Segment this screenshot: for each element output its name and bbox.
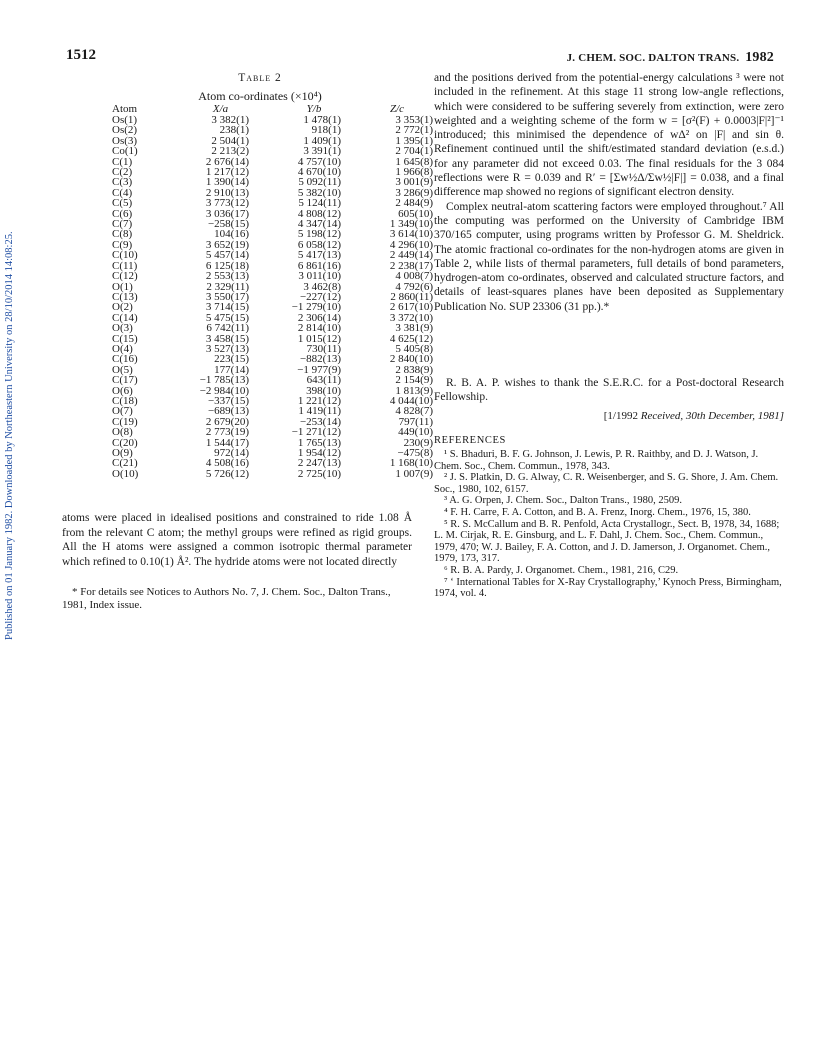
table-row xyxy=(112,438,433,448)
publication-side-note[interactable]: Published on 01 January 1982. Downloaded by Northeastern University on 28/10/2014 14:08:25. xyxy=(4,231,15,640)
z-coord-cell: 1 966(8) xyxy=(395,166,433,179)
z-coord-cell: 2 154(9) xyxy=(395,374,433,387)
table-row xyxy=(112,458,433,468)
atom-cell: C(21) xyxy=(112,457,138,470)
x-coord-cell: 2 504(1) xyxy=(211,134,249,147)
y-coord-cell: −227(12) xyxy=(299,290,341,303)
z-coord-cell: 2 860(11) xyxy=(390,290,433,303)
table-row xyxy=(112,282,433,292)
y-coord-cell: 398(10) xyxy=(306,384,341,397)
x-coord-cell: 3 036(17) xyxy=(205,207,249,220)
table-row xyxy=(112,417,433,427)
atom-cell: C(8) xyxy=(112,228,133,241)
z-coord-cell: 2 484(9) xyxy=(395,197,433,210)
x-coord-cell: −1 785(13) xyxy=(199,374,249,387)
x-coord-cell: 3 382(1) xyxy=(211,114,249,126)
z-coord-cell: 2 238(17) xyxy=(389,259,433,272)
atom-cell: C(18) xyxy=(112,394,138,407)
x-coord-cell: 6 742(11) xyxy=(206,322,249,335)
table-row xyxy=(112,136,433,146)
z-coord-cell: 2 840(10) xyxy=(389,353,433,366)
y-coord-cell: 3 391(1) xyxy=(303,145,341,158)
z-coord-cell: −475(8) xyxy=(397,447,433,459)
table-row xyxy=(112,271,433,281)
z-coord-cell: 4 792(6) xyxy=(395,280,433,293)
y-coord-cell: 5 124(11) xyxy=(298,197,341,210)
z-coord-cell: 1 168(10) xyxy=(389,457,433,470)
y-coord-cell: −1 977(9) xyxy=(297,363,341,376)
atom-cell: C(7) xyxy=(112,218,133,231)
atom-cell: O(3) xyxy=(112,322,133,335)
table-row xyxy=(112,344,433,354)
received-date: Received, 30th December, 1981] xyxy=(640,410,784,422)
footnote: * For details see Notices to Authors No. 7, J. Chem. Soc., Dalton Trans., 1981, Index issue. xyxy=(62,586,391,611)
table-row xyxy=(112,469,433,479)
z-coord-cell: 4 625(12) xyxy=(389,332,433,345)
x-coord-cell: 2 676(14) xyxy=(205,155,249,168)
z-coord-cell: 1 395(1) xyxy=(395,134,433,147)
x-coord-cell: 1 217(12) xyxy=(205,166,249,179)
y-coord-cell: 5 417(13) xyxy=(297,249,341,262)
reference-item: ⁶ R. B. A. Pardy, J. Organomet. Chem., 1981, 216, C29. xyxy=(444,564,679,576)
y-coord-cell: 6 058(12) xyxy=(297,238,341,251)
atom-coordinates-table xyxy=(112,104,433,479)
table-row xyxy=(112,177,433,187)
atom-cell: O(6) xyxy=(112,384,133,397)
reference-item: ⁷ ‘ International Tables for X-Ray Crystallography,’ Kynoch Press, Birmingham, 1974, vol. 4. xyxy=(434,576,782,600)
table-row xyxy=(112,240,433,250)
atom-cell: C(20) xyxy=(112,436,138,449)
atom-cell: O(7) xyxy=(112,405,133,418)
y-coord-cell: −882(13) xyxy=(299,353,341,366)
x-coord-cell: 2 910(13) xyxy=(205,186,249,199)
y-coord-cell: 2 247(13) xyxy=(297,457,341,470)
left-column-paragraph: atoms were placed in idealised positions and constrained to ride 1.08 Å from the relevant C atom; the methyl groups were refined as rigid groups. All the H atoms were assigned a common isotropic thermal parameter which refined to 0.10(1) Å². The hydride atoms were not located directly xyxy=(62,512,412,568)
z-coord-cell: 605(10) xyxy=(398,207,433,220)
atom-cell: Os(2) xyxy=(112,124,138,137)
x-coord-cell: 972(14) xyxy=(214,447,249,459)
y-coord-cell: 4 670(10) xyxy=(297,166,341,179)
atom-cell: O(5) xyxy=(112,363,133,376)
running-header xyxy=(567,50,774,66)
z-coord-cell: 2 449(14) xyxy=(389,249,433,262)
x-coord-cell: 1 390(14) xyxy=(205,176,249,189)
atom-cell: O(2) xyxy=(112,301,133,314)
x-coord-cell: 3 652(19) xyxy=(205,238,249,251)
table-row xyxy=(112,354,433,364)
y-coord-cell: 1 765(13) xyxy=(297,436,341,449)
y-coord-cell: 1 954(12) xyxy=(297,447,341,459)
x-coord-cell: 3 527(13) xyxy=(205,342,249,355)
atom-cell: C(3) xyxy=(112,176,133,189)
z-coord-cell: 3 381(9) xyxy=(395,322,433,335)
x-coord-cell: −2 984(10) xyxy=(199,384,249,397)
z-coord-cell: 2 772(1) xyxy=(395,124,433,137)
x-coord-cell: 238(1) xyxy=(219,124,249,137)
x-coord-cell: −689(13) xyxy=(207,405,249,418)
refinement-paragraph: and the positions derived from the potential-energy calculations ³ were not included in the refinement. At this stage 11 strong low-angle reflections, which were considered to be suffering severely from extinction, were zero weighted and a weighting scheme of the form w = [σ²(F) + 0.0003|F|²]⁻¹ introduced; this minimised the dependence of wΔ² on |F| and sin θ. Refinement continued until the shift/estimated standard deviation (e.s.d.) for any parameter did not exceed 0.03. The final residuals for the 3 084 reflections were R = 0.039 and R′ = [Σw½Δ/Σw½|F|] = 0.038, and a final difference map showed no regions of significant electron density. xyxy=(434,72,784,199)
col-header-x: X/a xyxy=(212,103,229,116)
y-coord-cell: 918(1) xyxy=(311,124,341,137)
col-header-y: Y/b xyxy=(306,103,322,116)
z-coord-cell: 4 828(7) xyxy=(395,405,433,418)
table-row xyxy=(112,188,433,198)
table-row xyxy=(112,406,433,416)
atom-cell: C(10) xyxy=(112,249,138,262)
table-row xyxy=(112,209,433,219)
z-coord-cell: 4 008(7) xyxy=(395,270,433,283)
table-row xyxy=(112,198,433,208)
table-row xyxy=(112,229,433,239)
reference-item: ⁴ F. H. Carre, F. A. Cotton, and B. A. Frenz, Inorg. Chem., 1976, 15, 380. xyxy=(444,506,751,518)
atom-cell: C(16) xyxy=(112,353,138,366)
x-coord-cell: 2 329(11) xyxy=(206,280,249,293)
atom-cell: Os(3) xyxy=(112,134,138,147)
col-header-z: Z/c xyxy=(389,103,405,116)
y-coord-cell: 4 757(10) xyxy=(297,155,341,168)
z-coord-cell: 1 813(9) xyxy=(395,384,433,397)
z-coord-cell: 4 044(10) xyxy=(389,394,433,407)
atom-cell: C(19) xyxy=(112,415,138,428)
journal-year: 1982 xyxy=(745,50,774,65)
table-row xyxy=(112,396,433,406)
table-row xyxy=(112,167,433,177)
right-column-text xyxy=(434,71,784,314)
table-caption: Table 2 xyxy=(238,72,282,84)
table-row xyxy=(112,219,433,229)
x-coord-cell: 2 213(2) xyxy=(211,145,249,158)
atom-cell: O(4) xyxy=(112,342,133,355)
x-coord-cell: 177(14) xyxy=(214,363,249,376)
table-row xyxy=(112,448,433,458)
table-subtitle: Atom co-ordinates (×10⁴) xyxy=(198,89,322,103)
y-coord-cell: 2 306(14) xyxy=(297,311,341,324)
y-coord-cell: 5 382(10) xyxy=(297,186,341,199)
z-coord-cell: 1 007(9) xyxy=(395,467,433,480)
z-coord-cell: 2 838(9) xyxy=(395,363,433,376)
y-coord-cell: 1 221(12) xyxy=(297,394,341,407)
z-coord-cell: 3 001(9) xyxy=(395,176,433,189)
x-coord-cell: 3 714(15) xyxy=(205,301,249,314)
atom-cell: C(17) xyxy=(112,374,138,387)
x-coord-cell: 3 550(17) xyxy=(205,290,249,303)
table-row xyxy=(112,313,433,323)
y-coord-cell: 1 015(12) xyxy=(297,332,341,345)
x-coord-cell: 223(15) xyxy=(214,353,249,366)
y-coord-cell: 6 861(16) xyxy=(297,259,341,272)
acknowledgement: R. B. A. P. wishes to thank the S.E.R.C. for a Post-doctoral Research Fellowship. xyxy=(434,377,784,404)
z-coord-cell: 797(11) xyxy=(398,415,433,428)
received-line xyxy=(434,410,784,422)
z-coord-cell: 4 296(10) xyxy=(389,238,433,251)
x-coord-cell: 3 458(15) xyxy=(205,332,249,345)
reference-item: ⁵ R. S. McCallum and B. R. Penfold, Acta Crystallogr., Sect. B, 1978, 34, 1688; L. M. Cirjak, R. E. Ginsburg, and L. F. Dahl, J. Chem. Soc., Chem. Commun., 1979, 470; W. J. Bailey, F. A. Cotton, and J. D. Jamerson, J. Organomet. Chem., 1979, 173, 317. xyxy=(434,518,780,565)
atom-cell: Co(1) xyxy=(112,145,138,158)
y-coord-cell: 3 011(10) xyxy=(298,270,341,283)
computing-paragraph: Complex neutral-atom scattering factors were employed throughout.⁷ All the computing was performed on the University of Cambridge IBM 370/165 computer, using programs written by Professor G. M. Sheldrick. The atomic fractional co-ordinates for the non-hydrogen atoms are given in Table 2, while lists of thermal parameters, full details of bond parameters, hydrogen-atom co-ordinates, observed and calculated structure factors, and details of least-squares planes have been deposited as Supplementary Publication No. SUP 23306 (31 pp.).* xyxy=(434,200,784,313)
atom-cell: C(1) xyxy=(112,155,133,168)
y-coord-cell: 2 725(10) xyxy=(297,467,341,480)
z-coord-cell: 1 349(10) xyxy=(389,218,433,231)
y-coord-cell: 1 409(1) xyxy=(303,134,341,147)
table-row xyxy=(112,261,433,271)
table-body xyxy=(112,115,433,479)
reference-item: ² J. S. Platkin, D. G. Alway, C. R. Weisenberger, and S. G. Shore, J. Am. Chem. Soc., 1980, 102, 6157. xyxy=(434,472,779,495)
y-coord-cell: 4 808(12) xyxy=(297,207,341,220)
x-coord-cell: 5 457(14) xyxy=(205,249,249,262)
x-coord-cell: 2 679(20) xyxy=(205,415,249,428)
table-row xyxy=(112,365,433,375)
z-coord-cell: 5 405(8) xyxy=(395,342,433,355)
reference-item: ³ A. G. Orpen, J. Chem. Soc., Dalton Trans., 1980, 2509. xyxy=(444,495,682,507)
atom-cell: C(9) xyxy=(112,238,133,251)
references-list xyxy=(434,449,784,600)
references-heading: REFERENCES xyxy=(434,435,506,446)
atom-cell: Os(1) xyxy=(112,114,138,126)
atom-cell: O(8) xyxy=(112,426,133,439)
atom-cell: O(1) xyxy=(112,280,133,293)
z-coord-cell: 3 372(10) xyxy=(389,311,433,324)
y-coord-cell: 643(11) xyxy=(306,374,341,387)
z-coord-cell: 3 614(10) xyxy=(389,228,433,241)
reference-item: ¹ S. Bhaduri, B. F. G. Johnson, J. Lewis, P. R. Raithby, and D. J. Watson, J. Chem. Soc., Chem. Commun., 1978, 343. xyxy=(434,449,759,472)
atom-cell: C(13) xyxy=(112,290,138,303)
paper-id: [1/1992 xyxy=(603,410,638,422)
table-row xyxy=(112,157,433,167)
atom-cell: C(6) xyxy=(112,207,133,220)
table-row xyxy=(112,427,433,437)
page-number: 1512 xyxy=(66,47,96,63)
table-row xyxy=(112,292,433,302)
table-row xyxy=(112,386,433,396)
x-coord-cell: 6 125(18) xyxy=(205,259,249,272)
table-row xyxy=(112,115,433,125)
table-row xyxy=(112,334,433,344)
x-coord-cell: 2 773(19) xyxy=(205,426,249,439)
atom-cell: C(4) xyxy=(112,186,133,199)
y-coord-cell: 3 462(8) xyxy=(303,280,341,293)
x-coord-cell: 4 508(16) xyxy=(205,457,249,470)
journal-name: J. CHEM. SOC. DALTON TRANS. xyxy=(566,52,740,64)
y-coord-cell: −1 279(10) xyxy=(291,301,341,314)
table-row xyxy=(112,323,433,333)
table-row xyxy=(112,146,433,156)
x-coord-cell: −258(15) xyxy=(207,218,249,231)
y-coord-cell: 5 092(11) xyxy=(298,176,341,189)
z-coord-cell: 3 353(1) xyxy=(395,114,433,126)
y-coord-cell: 1 478(1) xyxy=(303,114,341,126)
x-coord-cell: 5 475(15) xyxy=(205,311,249,324)
x-coord-cell: −337(15) xyxy=(207,394,249,407)
atom-cell: C(15) xyxy=(112,332,138,345)
z-coord-cell: 3 286(9) xyxy=(395,186,433,199)
table-row xyxy=(112,250,433,260)
table-row xyxy=(112,125,433,135)
table-row xyxy=(112,375,433,385)
y-coord-cell: 1 419(11) xyxy=(298,405,341,418)
x-coord-cell: 3 773(12) xyxy=(205,197,249,210)
x-coord-cell: 104(16) xyxy=(214,228,249,241)
table-row xyxy=(112,302,433,312)
z-coord-cell: 449(10) xyxy=(398,426,433,439)
z-coord-cell: 2 617(10) xyxy=(389,301,433,314)
z-coord-cell: 1 645(8) xyxy=(395,155,433,168)
y-coord-cell: −1 271(12) xyxy=(291,426,341,439)
table-header-row xyxy=(112,104,433,115)
col-header-atom: Atom xyxy=(112,103,138,116)
x-coord-cell: 5 726(12) xyxy=(205,467,249,480)
x-coord-cell: 1 544(17) xyxy=(205,436,249,449)
atom-cell: O(9) xyxy=(112,447,133,459)
y-coord-cell: 5 198(12) xyxy=(297,228,341,241)
atom-cell: O(10) xyxy=(112,467,139,480)
y-coord-cell: −253(14) xyxy=(299,415,341,428)
atom-cell: C(14) xyxy=(112,311,138,324)
y-coord-cell: 4 347(14) xyxy=(297,218,341,231)
z-coord-cell: 230(9) xyxy=(403,436,433,449)
z-coord-cell: 2 704(1) xyxy=(395,145,433,158)
y-coord-cell: 2 814(10) xyxy=(297,322,341,335)
atom-cell: C(5) xyxy=(112,197,133,210)
x-coord-cell: 2 553(13) xyxy=(205,270,249,283)
y-coord-cell: 730(11) xyxy=(306,342,341,355)
atom-cell: C(12) xyxy=(112,270,138,283)
atom-cell: C(11) xyxy=(112,259,138,272)
atom-cell: C(2) xyxy=(112,166,133,179)
